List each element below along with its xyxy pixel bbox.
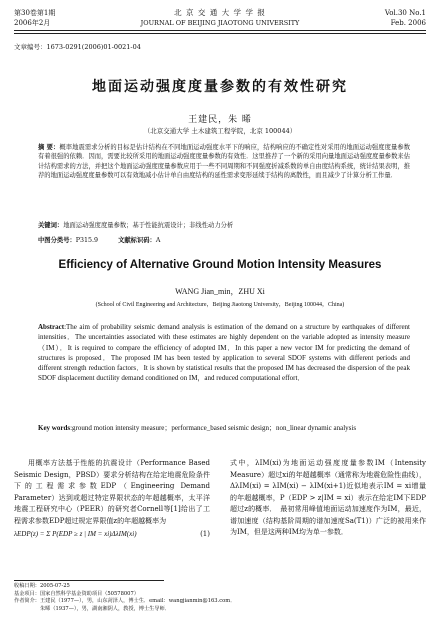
document-code-label: 文献标识码： [118, 237, 156, 244]
header-rule-thick [14, 30, 426, 31]
affiliation-zh: （北京交通大学 土木建筑工程学院，北京 100044） [143, 127, 297, 135]
footnote-rule [14, 580, 164, 581]
header-journal-zh: 北 京 交 通 大 学 学 报 [174, 8, 266, 17]
title-en: Efficiency of Alternative Ground Motion Intensity Measures [58, 259, 382, 271]
keywords-en-label: Key words [38, 424, 71, 432]
clc-number [38, 235, 98, 244]
equation-1-number: (1) [200, 530, 210, 538]
footnote [14, 583, 426, 613]
header-right [385, 8, 426, 28]
title-zh: 地面运动强度度量参数的有效性研究 [92, 79, 348, 95]
abstract-zh [38, 143, 410, 181]
footnote-fund: 基金项目：国家自然科学基金资助项目（50578007） [14, 590, 139, 597]
equation-1 [14, 529, 210, 541]
footnote-bio-2: 朱晞（1937—），男，湖南湘阴人，教授，博士生导师． [14, 605, 170, 612]
keywords-en-text: :ground motion intensity measure；performance_based seismic design；non_linear dynamic analysis [70, 424, 357, 432]
body-column-left [14, 458, 210, 541]
body-column-right [230, 458, 426, 539]
body-left-paragraph [14, 458, 210, 527]
authors-en: WANG Jian_min，ZHU Xi [175, 287, 265, 296]
document-code-value: A [155, 237, 161, 244]
header-date-en: Feb. 2006 [390, 19, 426, 27]
abstract-zh-label: 摘 要： [38, 144, 60, 151]
keywords-zh [38, 221, 410, 230]
document-code [118, 235, 160, 244]
header-date-zh: 2006年2月 [14, 19, 51, 27]
clc-label: 中图分类号： [38, 237, 76, 244]
classification-zh [38, 235, 410, 244]
authors-zh: 王建民，朱 晞 [188, 115, 252, 125]
header-rule-thin [14, 33, 426, 34]
running-header [14, 6, 426, 42]
footnote-received: 收稿日期：2005-07-25 [14, 583, 70, 589]
keywords-en [38, 423, 410, 433]
header-center [14, 8, 426, 28]
abstract-en-text: :The aim of probability seismic demand analysis is estimation of the demand on a structure by earthquakes of different intensities．The uncertainties associated with these estimates are highly dependent on the variable adopted as intensity measure（IM）．It is required to compare the efficiency of adopted IM．In this paper a new vector IM for predicting the demand of structures is proposed．The proposed IM has been tested by application to several SDOF systems with different periods and different strength reduction factors．It is shown by statistical results that the proposed IM has decreased the dispersion of the peak SDOF displacement ductility demand conditioned on IM，and reduced computational effort． [38, 323, 410, 383]
header-volume-zh: 第30卷第1期 [14, 9, 56, 17]
clc-value: P315.9 [75, 237, 99, 244]
body-left-text: 用概率方法基于性能的抗震设计（Performance Based Seismic Design，PBSD）要求分析结构在给定地震危险条件下的工程需求参数EDP（Engineering Demand Parameter）达到或超过特定界限状态的年超越概率，太平洋地震工程研究中心（PEER）的研究者Cornell等[1]给出了工程需求参数EDP超过规定界限值z的年超越概率为 [14, 459, 210, 525]
footnote-bio-1: 作者简介：王建民（1977—），男，山东菏泽人，博士生．email：wangjianmin@163.com． [14, 598, 236, 604]
header-volume-en: Vol.30 No.1 [384, 9, 426, 17]
keywords-zh-label: 关键词： [38, 222, 64, 229]
abstract-zh-text: 概率地震需求分析的目标是估计结构在不同地面运动强度水平下的响应，结构响应的不确定性对采用的地面运动强度度量参数有着很强的依赖．因而，需要比较所采用的地面运动强度度量参数的有效性．这里推荐了一个新的采用向量地面运动强度度量参数来估计结构需求的方法，并把这个地面运动强度度量参数应用于一些不同周期和不同强度折减系数的单自由度结构系统，统计结果表明，推荐的地面运动强度度量参数可以有效地减小估计单自由度结构的延性需求变形延续于结构的离散性，而且减少了计算分析工作量． [38, 144, 410, 180]
header-journal-en: JOURNAL OF BEIJING JIAOTONG UNIVERSITY [140, 19, 300, 27]
affiliation-en: (School of Civil Engineering and Architecture，Beijing Jiaotong University，Beijing 100044，China) [95, 302, 345, 308]
abstract-en [38, 322, 410, 384]
abstract-en-label: Abstract [38, 323, 65, 331]
article-id: 文章编号：1673-0291(2006)01-0021-04 [14, 43, 141, 51]
keywords-zh-text: 地面运动强度度量参数；基于性能抗震设计；非线性动力分析 [63, 222, 234, 229]
body-right-paragraph: 式中，λIM(xi)为地面运动强度度量参数IM（Intensity Measure）超过xi的年超越概率（通常称为地震危险性曲线），ΔλIM(xi) = λIM(xi) − λIM(xi+1)近似地表示IM = xi增量的年超越概率，P（EDP > z|IM = xi）表示在给定IM下EDP超过z的概率． 最初常用峰值地面运动加速度作为IM，最近，谱加速度（结构基阶周期的谱加速度Sa(T1)）广泛的被用来作为IM，但是这两种IM均为单一参数． [230, 459, 426, 536]
equation-1-expression: λEDP(z) = Σ P(EDP ≥ z | IM = xi)ΔλIM(xi) [14, 530, 137, 538]
